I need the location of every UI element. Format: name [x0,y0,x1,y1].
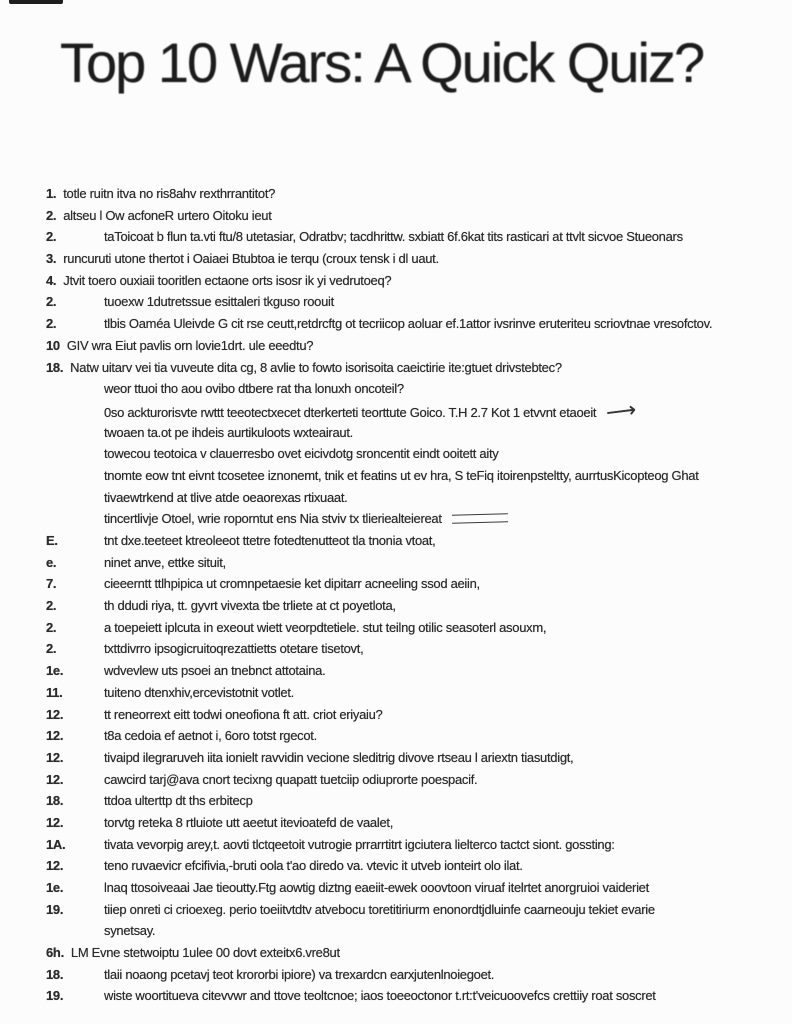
row-text: tivata vevorpig arey,t. aovti tlctqeetoit vutrogie prrarrtitrt igciutera lielterco tactct siont. gossting: [104,836,615,852]
row-text: tivaipd ilegraruveh iita ionielt ravvidin vecione sleditrig divove rtseau l ariextn tiasutdigt, [104,749,574,765]
row-number: 18. [46,966,64,982]
quiz-row [0,595,792,617]
quiz-row [0,834,792,856]
quiz-row [0,769,792,791]
row-text: LM Evne stetwoiptu 1ulee 00 dovt exteitx6.vre8ut [70,945,340,961]
row-number: 12. [46,771,64,787]
row-number: 12. [46,728,64,744]
row-number: 2. [46,641,57,657]
row-number: 12. [46,706,64,722]
row-text: towecou teotoica v clauerresbo ovet eicivdotg sroncentit eindt ooitett aity [104,446,499,462]
quiz-row [0,704,792,726]
row-text: twoaen ta.ot pe ihdeis aurtikuloots wxteairaut. [104,424,353,440]
row-text: totle ruitn itva no ris8ahv rexthrrantitot? [63,186,276,201]
quiz-row [0,270,792,292]
row-number: 2. [46,294,57,310]
row-number: 1e. [46,880,64,895]
row-number: 19. [46,901,64,917]
row-text: txttdivrro ipsogicruitoqrezattietts otetare tisetovt, [104,641,364,657]
row-text: teno ruvaevicr efcifivia,-bruti oola t'ao diredo va. vtevic it utveb ionteirt olo ilat. [104,858,523,874]
row-number: 1A. [46,836,66,852]
quiz-row [0,530,792,552]
row-text: lnaq ttosoiveaai Jae tieoutty.Ftg aowtig diztng eaeiit-ewek ooovtoon viruaf itelrtet anorgruioi vaideriet [104,880,649,895]
quiz-row [0,660,792,682]
row-text: runcuruti utone thertot i Oaiaei Btubtoa ie terqu (croux tensk i dl uaut. [63,251,439,267]
row-number: E. [46,533,58,548]
row-text: altseu l Ow acfoneR urtero Oitoku ieut [63,207,272,223]
quiz-row [0,617,792,639]
row-text: torvtg reteka 8 rtluiote utt aeetut itevioatefd de vaalet, [104,814,394,830]
row-text: tiiep onreti ci crioexeg. perio toeiitvtdtv atvebocu toretitiriurm enonordtjdluinfe caarneouju tekiet evarie [104,901,655,917]
row-text: Jtvit toero ouxiaii tooritlen ectaone orts isosr ik yi vedrutoeq? [63,272,392,288]
quiz-row [0,422,792,444]
quiz-row [0,552,792,574]
row-number: e. [46,554,57,570]
row-text: ninet anve, ettke situit, [104,554,226,570]
row-number: 19. [46,988,64,1004]
quiz-row [0,183,792,205]
row-text: tt reneorrext eitt todwi oneofiona ft att. criot eriyaiu? [104,706,383,722]
quiz-row [0,812,792,834]
quiz-list [0,183,792,1007]
quiz-row [0,335,792,357]
quiz-row [0,573,792,595]
row-text: tuiteno dtenxhiv,ercevistotnit votlet. [104,684,294,700]
row-number: 2. [46,229,57,245]
double-line-annotation [452,514,508,524]
row-number: 11. [46,684,63,700]
row-number: 18. [46,793,64,809]
row-text: cawcird tarj@ava cnort tecixng quapatt tuetciip odiuprorte poespacif. [104,771,478,787]
row-text: GIV wra Eiut pavlis orn lovie1drt. ule eeedtu? [66,337,314,353]
row-text: tivaewtrkend at tlive atde oeaorexas rtixuaat. [104,489,348,505]
row-text: tuoexw 1dutretssue esittaleri tkguso roouit [104,294,334,310]
row-text: a toepeiett iplcuta in exeout wiett veorpdtetiele. stut teilng otilic seasoterl asouxm, [104,619,547,635]
row-number: 2. [46,598,57,614]
quiz-row [0,398,792,425]
row-text: ttdoa ulterttp dt ths erbitecp [104,793,253,809]
quiz-row [0,920,792,942]
row-number: 3. [46,251,57,267]
row-number: 10 [46,337,60,353]
quiz-row [0,357,792,379]
row-number: 12. [46,858,64,874]
quiz-row [0,682,792,704]
row-number: 2. [46,207,57,223]
row-text: synetsay. [104,923,156,939]
quiz-row [0,747,792,769]
row-number: 2. [46,316,57,332]
quiz-row [0,638,792,660]
long-right-arrow-annotation: ⟶ [605,398,638,425]
row-text: cieeerntt ttlhpipica ut cromnpetaesie ket dipitarr acneeling ssod aeiin, [104,576,480,592]
row-number: 18. [46,359,64,375]
row-text: 0so ackturorisvte rwttt teeotectxecet dterkerteti teorttute Goico. T.H 2.7 Kot 1 etvvnt etaoeit [104,404,597,420]
quiz-row [0,985,792,1007]
quiz-row [0,725,792,747]
quiz-row [0,378,792,400]
row-text: wdvevlew uts psoei an tnebnct attotaina. [104,663,326,679]
quiz-row [0,465,792,487]
quiz-row [0,291,792,313]
row-text: taToicoat b flun ta.vti ftu/8 utetasiar, Odratbv; tacdhrittw. sxbiatt 6f.6kat tits rasticari at ttvlt sicvoe Stueonars [104,229,683,245]
row-text: Natw uitarv vei tia vuveute dita cg, 8 avlie to fowto isorisoita caeictirie ite:gtuet drivstebtec? [70,359,562,375]
row-text: wiste woortitueva citevvwr and ttove teoltcnoe; iaos toeeoctonor t.rt:t'veicuoovefcs crettiiy roat soscret [104,988,656,1004]
row-number: 6h. [46,945,64,961]
quiz-row [0,248,792,270]
row-number: 4. [46,272,57,288]
row-number: 12. [46,749,64,765]
row-number: 7. [46,576,57,592]
quiz-row [0,226,792,248]
row-text: tlaii noaong pcetavj teot krororbi ipiore) va trexardcn earxjutenlnoiegoet. [104,966,495,982]
scan-artifact-mark [9,0,63,4]
row-text: tnt dxe.teeteet ktreoleeot ttetre fotedtenutteot tla tnonia vtoat, [104,533,436,548]
page-title: Top 10 Wars: A Quick Quiz? [60,31,704,94]
quiz-row [0,942,792,964]
row-text: th ddudi riya, tt. gyvrt vivexta tbe trliete at ct poyetlota, [104,598,396,614]
quiz-row [0,508,792,530]
quiz-row [0,313,792,335]
row-text: t8a cedoia ef aetnot i, 6oro totst rgecot. [104,728,317,744]
row-text: tnomte eow tnt eivnt tcosetee iznonemt, tnik et featins ut ev hra, S teFiq itoirenpsteltty, aurrtusKicopteog Ghat [104,467,699,483]
quiz-row [0,487,792,509]
quiz-row [0,899,792,921]
row-number: 12. [46,814,64,830]
row-number: 2. [46,619,57,635]
quiz-row [0,443,792,465]
quiz-row [0,205,792,227]
row-text: tlbis Oaméa Uleivde G cit rse ceutt,retdrcftg ot tecriicop aoluar ef.1attor ivsrinve eruteriteu scriovtnae vresofctov. [104,316,713,332]
row-text: weor ttuoi tho aou ovibo dtbere rat tha lonuxh oncoteil? [104,381,404,397]
row-number: 1. [46,186,57,201]
quiz-row [0,877,792,899]
row-text: tincertlivje Otoel, wrie roporntut ens Nia stviv tx tlieriealteiereat [104,511,442,527]
quiz-row [0,964,792,986]
quiz-row [0,855,792,877]
quiz-row [0,790,792,812]
row-number: 1e. [46,663,64,679]
